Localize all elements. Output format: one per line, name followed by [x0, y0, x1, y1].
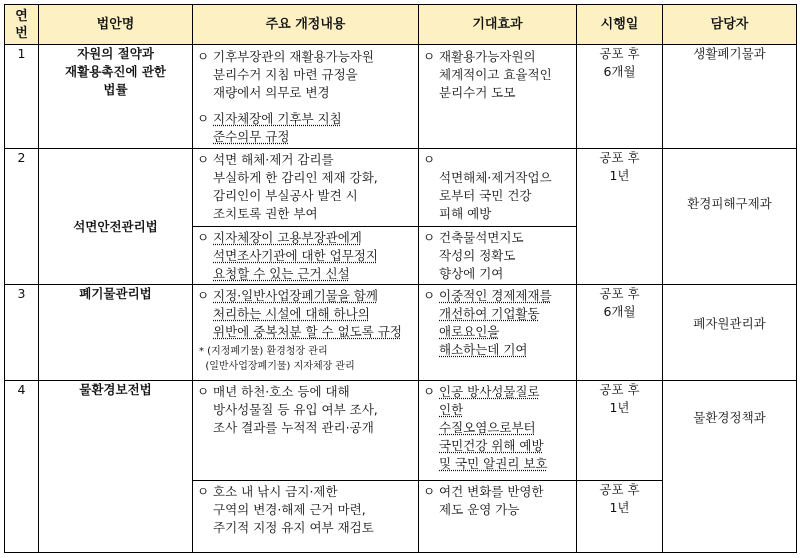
- header-effect: 기대효과: [419, 5, 577, 45]
- list-item: ㅇ 인공 방사성물질로 인한 수질오염으로부터 국민건강 위해 예방 및 국민 알권리 보호: [423, 384, 548, 471]
- list-item: ㅇ 재활용가능자원의 체계적이고 효율적인 분리수거 도모: [423, 49, 552, 100]
- table-row: [5, 45, 797, 149]
- effective-date: 공포 후 1년: [577, 481, 663, 553]
- effect-cell: [419, 285, 577, 381]
- table-row: [5, 381, 797, 481]
- bullet-icon: ㅇ: [423, 384, 436, 399]
- row-number: 4: [5, 381, 39, 553]
- row-number: 1: [5, 45, 39, 149]
- list-item: ㅇ 지자체장이 고용부장관에게 석면조사기관에 대한 업무정지 요청할 수 있는 근거 신설: [197, 230, 378, 281]
- law-name: 폐기물관리법: [39, 285, 193, 381]
- bullet-icon: ㅇ: [423, 288, 436, 303]
- header-no: 연 번: [5, 5, 39, 45]
- effective-date: 공포 후 6개월: [577, 285, 663, 381]
- effect-cell: [419, 381, 577, 481]
- bullet-icon: ㅇ: [197, 49, 210, 64]
- law-name: 자원의 절약과 재활용촉진에 관한 법률: [39, 45, 193, 149]
- owner-department: 폐자원관리과: [663, 285, 797, 381]
- bullet-icon: ㅇ: [197, 152, 210, 167]
- owner-department: 물환경정책과: [663, 381, 797, 553]
- content-cell: [193, 149, 419, 285]
- header-law: 법안명: [39, 5, 193, 45]
- list-item: ㅇ 호소 내 낚시 금지·제한 구역의 변경·해제 근거 마련, 주기적 지정 유지 여부 재검토: [197, 484, 374, 535]
- law-name: 물환경보전법: [39, 381, 193, 553]
- list-item: ㅇ 여건 변화를 반영한 제도 운영 가능: [423, 484, 544, 517]
- row-number: 2: [5, 149, 39, 285]
- bullet-icon: ㅇ: [197, 230, 210, 245]
- list-item: ㅇ 석면 해체·제거 감리를 부실하게 한 감리인 제재 강화, 감리인이 부실공사 발견 시 조치토록 권한 부여: [193, 149, 418, 227]
- list-item: ㅇ 지정·일반사업장폐기물을 함께 처리하는 시설에 대해 하나의 위반에 중복처분 할 수 없도록 규정: [197, 288, 402, 339]
- list-item: ㅇ 석면해체·제거작업으 로부터 국민 건강 피해 예방: [419, 149, 576, 227]
- content-cell: [193, 285, 419, 381]
- owner-department: 환경피해구제과: [663, 149, 797, 285]
- list-item: ㅇ 지자체장에 기후부 지침 준수의무 규정: [197, 111, 342, 144]
- content-cell: [193, 481, 419, 553]
- bullet-icon: ㅇ: [197, 288, 210, 303]
- bullet-icon: ㅇ: [197, 384, 210, 399]
- table-row: [5, 149, 797, 285]
- content-cell: [193, 381, 419, 481]
- list-item: ㅇ 기후부장관의 재활용가능자원 분리수거 지침 마련 규정을 재량에서 의무로 변경: [197, 49, 374, 100]
- content-cell: [193, 45, 419, 149]
- law-amendment-table: [4, 4, 797, 553]
- law-name: 석면안전관리법: [39, 149, 193, 285]
- footnote: * (지정폐기물) 환경청장 관리 (일반사업장폐기물) 지자체장 관리: [199, 346, 355, 372]
- effective-date: 공포 후 1년: [577, 381, 663, 481]
- header-date: 시행일: [577, 5, 663, 45]
- effective-date: 공포 후 6개월: [577, 45, 663, 149]
- header-owner: 담당자: [663, 5, 797, 45]
- owner-department: 생활폐기물과: [663, 45, 797, 149]
- effect-cell: [419, 481, 577, 553]
- bullet-icon: ㅇ: [197, 111, 210, 126]
- effect-cell: [419, 149, 577, 285]
- bullet-icon: ㅇ: [423, 49, 436, 64]
- header-content: 주요 개정내용: [193, 5, 419, 45]
- effective-date: 공포 후 1년: [577, 149, 663, 285]
- bullet-icon: ㅇ: [197, 484, 210, 499]
- list-item: ㅇ 이중적인 경제제재를 개선하여 기업활동 애로요인을 해소하는데 기여: [423, 288, 552, 357]
- bullet-icon: ㅇ: [423, 484, 436, 499]
- bullet-icon: ㅇ: [423, 152, 436, 167]
- list-item: ㅇ 매년 하천·호소 등에 대해 방사성물질 등 유입 여부 조사, 조사 결과를 누적적 관리·공개: [197, 384, 378, 435]
- row-number: 3: [5, 285, 39, 381]
- list-item: ㅇ 건축물석면지도 작성의 정확도 향상에 기여: [423, 230, 524, 281]
- effect-cell: [419, 45, 577, 149]
- table-row: [5, 285, 797, 381]
- bullet-icon: ㅇ: [423, 230, 436, 245]
